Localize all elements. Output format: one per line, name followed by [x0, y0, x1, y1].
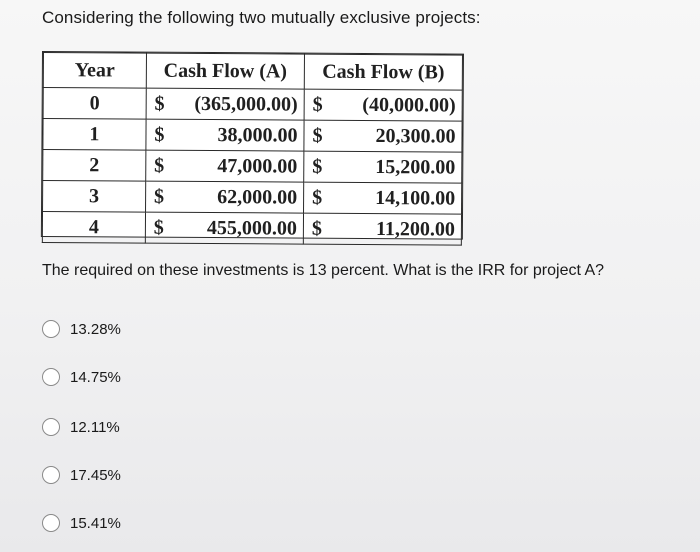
answer-option-label[interactable]: 17.45%	[70, 466, 121, 484]
radio-button-icon[interactable]	[42, 514, 60, 532]
radio-button-icon[interactable]	[42, 418, 60, 436]
cash-flow-b-value: 15,200.00	[375, 155, 456, 179]
radio-button-icon[interactable]	[42, 466, 60, 484]
header-cash-flow-a: Cash Flow (A)	[146, 53, 304, 89]
year-cell: 3	[43, 181, 146, 213]
cash-flow-b-cell	[304, 182, 462, 214]
cash-flow-a-cell	[146, 150, 304, 182]
table-header-row	[43, 53, 462, 91]
cash-flow-b-cell	[304, 151, 462, 183]
table-row	[43, 88, 462, 122]
cash-flow-a-cell	[145, 212, 303, 244]
year-cell: 2	[43, 150, 146, 182]
year-cell: 4	[42, 212, 145, 244]
currency-symbol: $	[154, 154, 165, 177]
table-row	[43, 119, 462, 153]
cash-flow-b-value: (40,000.00)	[362, 93, 456, 117]
radio-button-icon[interactable]	[42, 320, 60, 338]
question-title: Considering the following two mutually exclusive projects:	[42, 8, 481, 27]
cash-flow-table	[42, 52, 463, 246]
year-cell: 0	[43, 88, 146, 120]
table-row	[43, 181, 462, 215]
cash-flow-a-cell	[146, 88, 304, 120]
currency-symbol: $	[154, 92, 165, 115]
cash-flow-b-cell	[304, 89, 462, 121]
table-row	[43, 150, 462, 184]
currency-symbol: $	[311, 217, 322, 240]
question-text: The required on these investments is 13 percent. What is the IRR for project A?	[42, 262, 605, 279]
currency-symbol: $	[312, 124, 323, 147]
currency-symbol: $	[154, 123, 165, 146]
table-row	[42, 212, 461, 246]
radio-button-icon[interactable]	[42, 368, 60, 386]
currency-symbol: $	[153, 185, 165, 208]
answer-option-5[interactable]	[42, 514, 121, 532]
cash-flow-a-cell	[146, 119, 304, 151]
cash-flow-a-cell	[145, 181, 303, 213]
cash-flow-b-cell	[303, 213, 461, 245]
currency-symbol: $	[153, 216, 164, 239]
answer-option-1[interactable]	[42, 320, 121, 338]
answer-option-3[interactable]	[42, 418, 120, 436]
cash-flow-b-value: 11,200.00	[375, 217, 455, 241]
cash-flow-a-value: 62,000.00	[217, 185, 298, 209]
header-year: Year	[43, 53, 146, 89]
currency-symbol: $	[312, 155, 323, 178]
answer-option-label[interactable]: 15.41%	[70, 514, 121, 532]
answer-option-4[interactable]	[42, 466, 121, 484]
cash-flow-b-value: 14,100.00	[375, 186, 456, 210]
cash-flow-b-value: 20,300.00	[375, 124, 456, 148]
answer-option-label[interactable]: 12.11%	[70, 418, 120, 436]
cash-flow-a-value: 47,000.00	[217, 154, 298, 178]
answer-option-2[interactable]	[42, 368, 121, 386]
header-cash-flow-b: Cash Flow (B)	[304, 54, 462, 90]
answer-option-label[interactable]: 13.28%	[70, 320, 121, 338]
cash-flow-a-value: 38,000.00	[217, 123, 298, 147]
currency-symbol: $	[312, 93, 323, 116]
cash-flow-a-value: 455,000.00	[206, 216, 297, 240]
cash-flow-a-value: (365,000.00)	[194, 92, 298, 116]
currency-symbol: $	[312, 186, 323, 209]
cash-flow-b-cell	[304, 120, 462, 152]
year-cell: 1	[43, 119, 146, 151]
cash-flow-table-wrap	[41, 51, 464, 240]
answer-option-label[interactable]: 14.75%	[70, 368, 121, 386]
